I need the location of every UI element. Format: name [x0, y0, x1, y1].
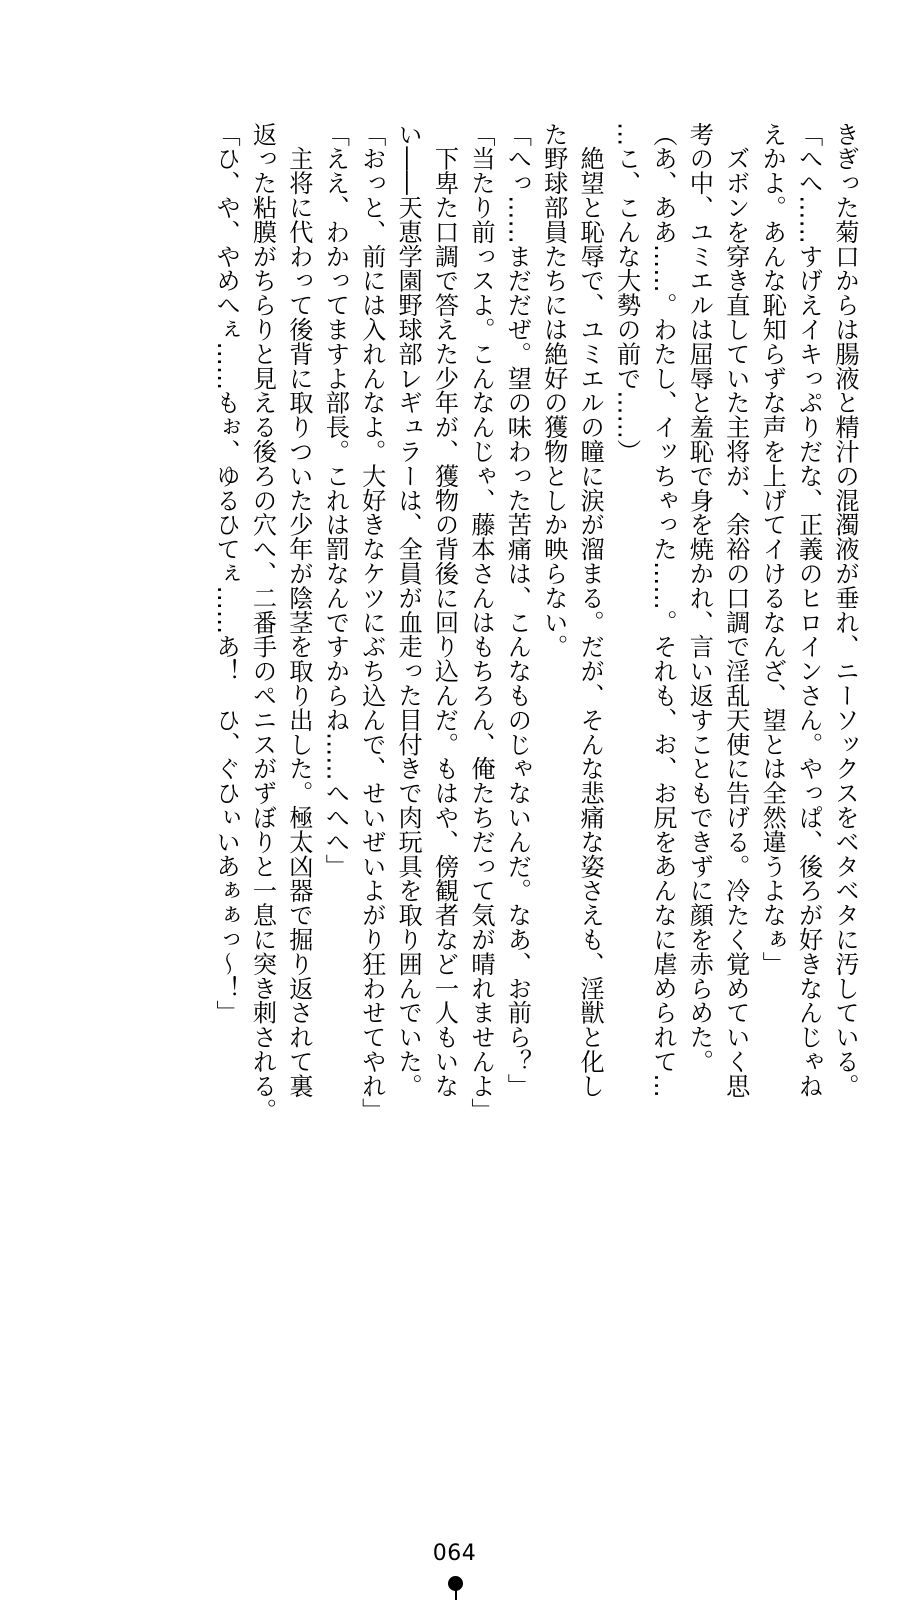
text-line: い――天恵学園野球部レギュラーは、全員が血走った目付きで肉玩具を取り囲んでいた。 [394, 122, 423, 1098]
text-line: ズボンを穿き直していた主将が、余裕の口調で淫乱天使に告げる。冷たく覚めていく思 [721, 122, 750, 1098]
text-line: 返った粘膜がちらりと見える後ろの穴へ、二番手のペニスがずぼりと一息に突き刺される。 [248, 122, 277, 1123]
text-line: 「ええ、わかってますよ部長。これは罰なんですからね……へへへ」 [321, 122, 350, 879]
text-line: きぎった菊口からは腸液と精汁の混濁液が垂れ、ニーソックスをベタベタに汚している。 [831, 122, 859, 1098]
text-line: …こ、こんな大勢の前で……） [612, 122, 641, 464]
body-text [43, 122, 863, 1322]
text-line: 「おっと、前には入れんなよ。大好きなケツにぶち込んで、せいぜいよがり狂わせてやれ」 [357, 122, 386, 1123]
text-line: 「へっ……まだだぜ。望の味わった苦痛は、こんなものじゃないんだ。なあ、お前ら？」 [503, 122, 532, 1098]
text-line: た野球部員たちには絶好の獲物としか映らない。 [539, 122, 568, 659]
text-line: 絶望と恥辱で、ユミエルの瞳に涙が溜まる。だが、そんな悲痛な姿さえも、淫獣と化し [576, 122, 605, 1098]
text-line: （あ、ああ……。わたし、イッちゃった……。それも、お、お尻をあんなに虐められて… [648, 122, 677, 1098]
page-number: 064 [432, 1541, 477, 1566]
text-line: 考の中、ユミエルは屈辱と羞恥で身を焼かれ、言い返すこともできずに顔を赤らめた。 [685, 122, 714, 1074]
page-marker-icon [448, 1576, 464, 1600]
text-line: えかよ。あんな恥知らずな声を上げてイけるなんざ、望とは全然違うよなぁ」 [758, 122, 787, 976]
text-line: 「ひ、や、やめへぇ……もぉ、ゆるひてぇ……あ！ ひ、ぐひぃいあぁぁっ～！」 [212, 122, 241, 1025]
text-line: 下卑た口調で答えた少年が、獲物の背後に回り込んだ。もはや、傍観者など一人もいな [430, 122, 459, 1098]
text-line: 主将に代わって後背に取りついた少年が陰茎を取り出した。極太凶器で掘り返されて裏 [284, 122, 313, 1098]
text-line: 「当たり前っスよ。こんなんじゃ、藤本さんはもちろん、俺たちだって気が晴れませんよ」 [466, 122, 495, 1123]
text-line: 「へへ……すげえイキっぷりだな、正義のヒロインさん。やっぱ、後ろが好きなんじゃね [794, 122, 823, 1098]
